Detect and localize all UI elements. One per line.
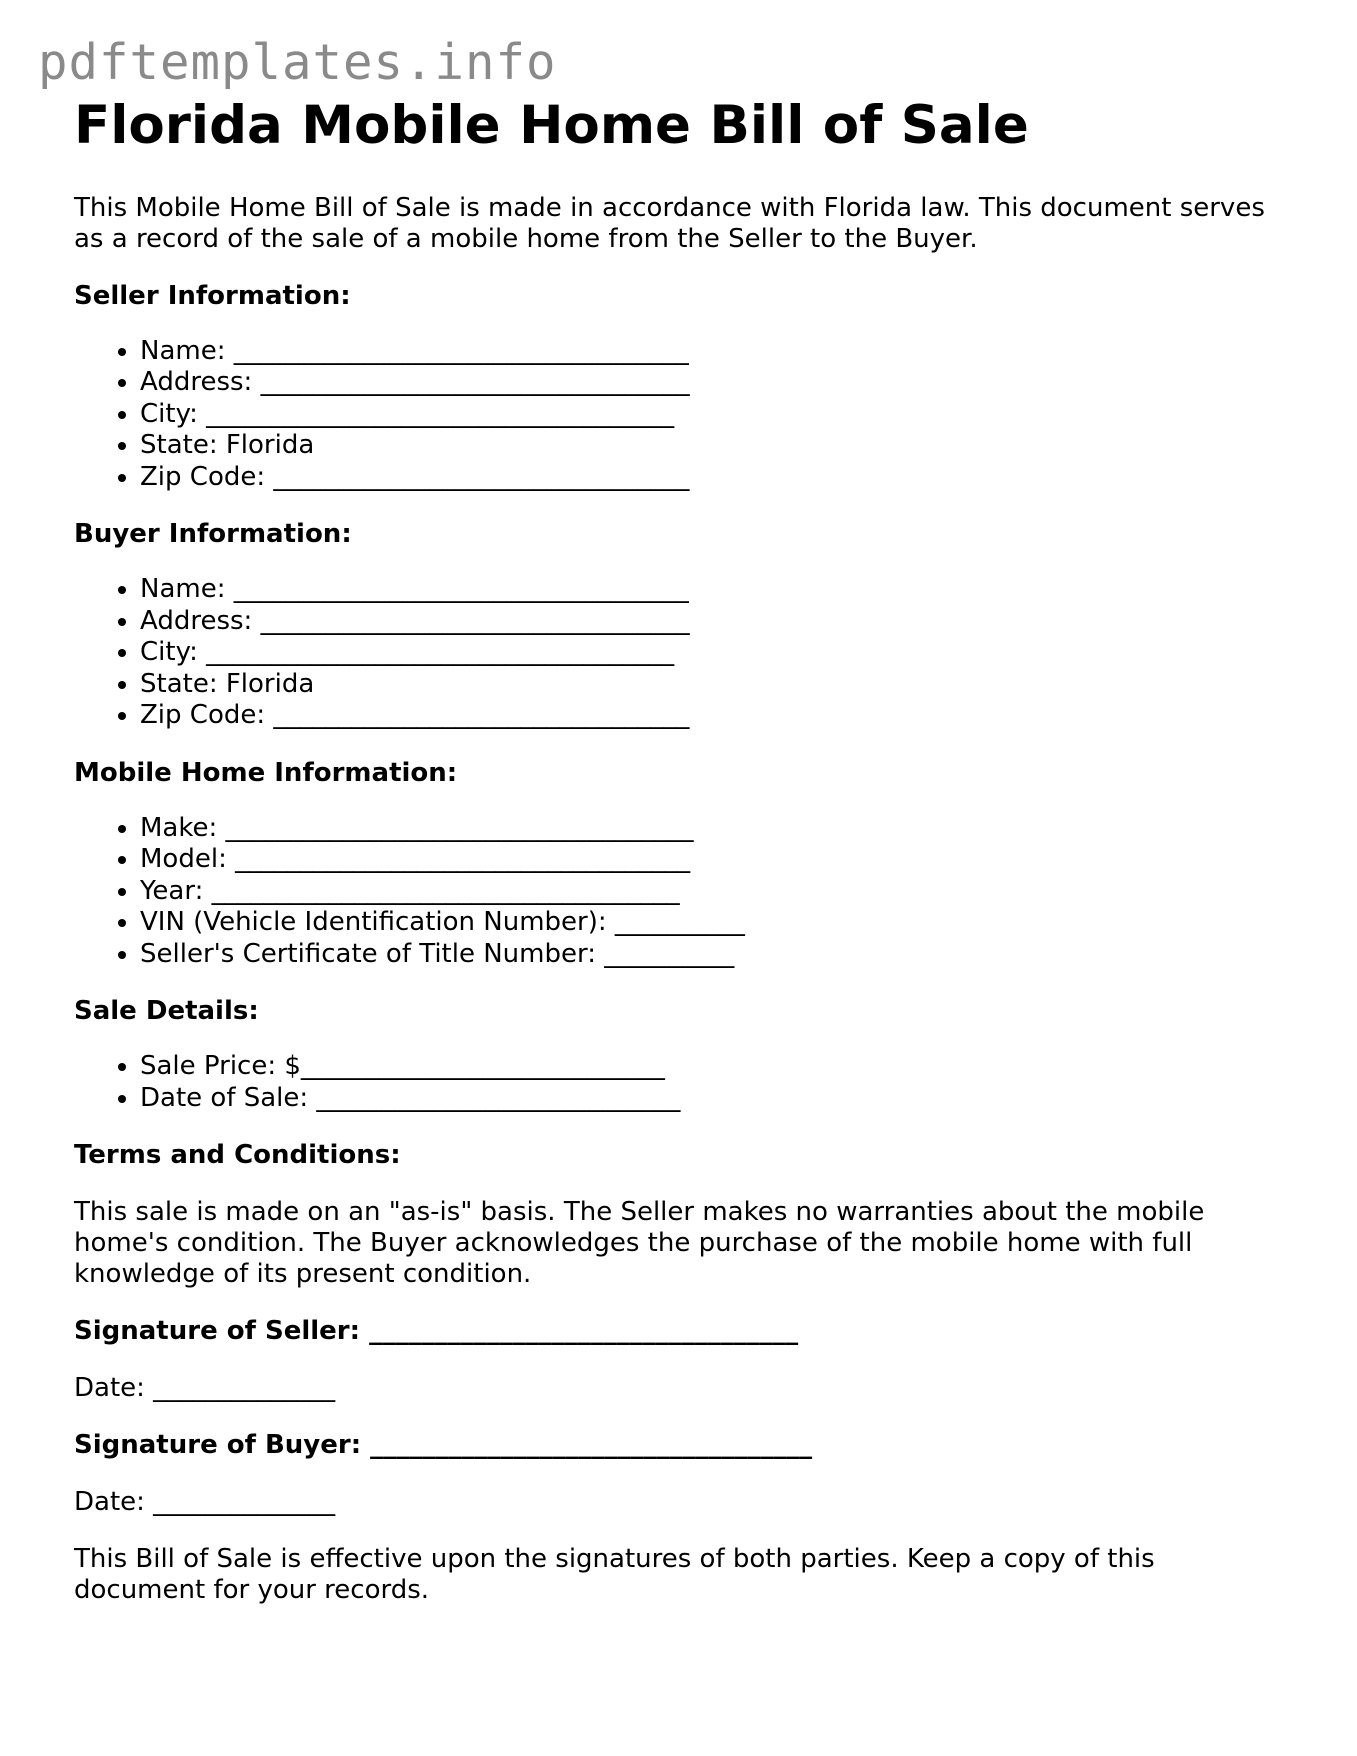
intro-paragraph: This Mobile Home Bill of Sale is made in accordance with Florida law. This document serves as a record of the sale of a mobile home from the Seller to the Buyer.	[74, 192, 1265, 254]
sale-date-field[interactable]: • Date of Sale: ____________________________	[140, 1083, 1274, 1115]
buyer-name-field[interactable]: • Name: ___________________________________	[140, 574, 1274, 606]
terms-heading: Terms and Conditions:	[74, 1140, 401, 1171]
home-title-number-field[interactable]: • Seller's Certificate of Title Number: __________	[140, 939, 1274, 971]
mobile-home-heading: Mobile Home Information:	[74, 757, 458, 788]
seller-zip-field[interactable]: • Zip Code: ________________________________	[140, 462, 1274, 494]
seller-date-field[interactable]: Date: ______________	[74, 1373, 336, 1404]
home-make-field[interactable]: • Make: ____________________________________	[140, 813, 1274, 845]
closing-paragraph: This Bill of Sale is effective upon the signatures of both parties. Keep a copy of this document for your records.	[74, 1544, 1155, 1606]
buyer-signature-field[interactable]: Signature of Buyer: __________________________________	[74, 1430, 813, 1461]
sale-price-field[interactable]: • Sale Price: $____________________________	[140, 1051, 1274, 1083]
seller-signature-field[interactable]: Signature of Seller: _________________________________	[74, 1316, 799, 1347]
document-title: Florida Mobile Home Bill of Sale	[74, 95, 1029, 156]
seller-name-field[interactable]: • Name: ___________________________________	[140, 336, 1274, 368]
sale-details-list	[74, 1051, 1274, 1114]
terms-paragraph: This sale is made on an "as-is" basis. The Seller makes no warranties about the mobile home's condition. The Buyer acknowledges the purchase of the mobile home with full knowledge of its present condition.	[74, 1197, 1205, 1290]
document-page	[74, 96, 1274, 1606]
buyer-city-field[interactable]: • City: ____________________________________	[140, 637, 1274, 669]
buyer-date-field[interactable]: Date: ______________	[74, 1487, 336, 1518]
mobile-home-list	[74, 813, 1274, 971]
seller-city-field[interactable]: • City: ____________________________________	[140, 399, 1274, 431]
buyer-heading: Buyer Information:	[74, 519, 352, 550]
buyer-state-field: • State: Florida	[140, 669, 1274, 701]
home-vin-field[interactable]: • VIN (Vehicle Identification Number): __________	[140, 907, 1274, 939]
watermark: pdftemplates.info	[38, 34, 557, 91]
home-year-field[interactable]: • Year: ____________________________________	[140, 876, 1274, 908]
seller-heading: Seller Information:	[74, 280, 351, 311]
buyer-zip-field[interactable]: • Zip Code: ________________________________	[140, 700, 1274, 732]
buyer-address-field[interactable]: • Address: _________________________________	[140, 606, 1274, 638]
sale-details-heading: Sale Details:	[74, 996, 259, 1027]
home-model-field[interactable]: • Model: ___________________________________	[140, 844, 1274, 876]
seller-list	[74, 336, 1274, 494]
seller-state-field: • State: Florida	[140, 430, 1274, 462]
buyer-list	[74, 574, 1274, 732]
seller-address-field[interactable]: • Address: _________________________________	[140, 367, 1274, 399]
